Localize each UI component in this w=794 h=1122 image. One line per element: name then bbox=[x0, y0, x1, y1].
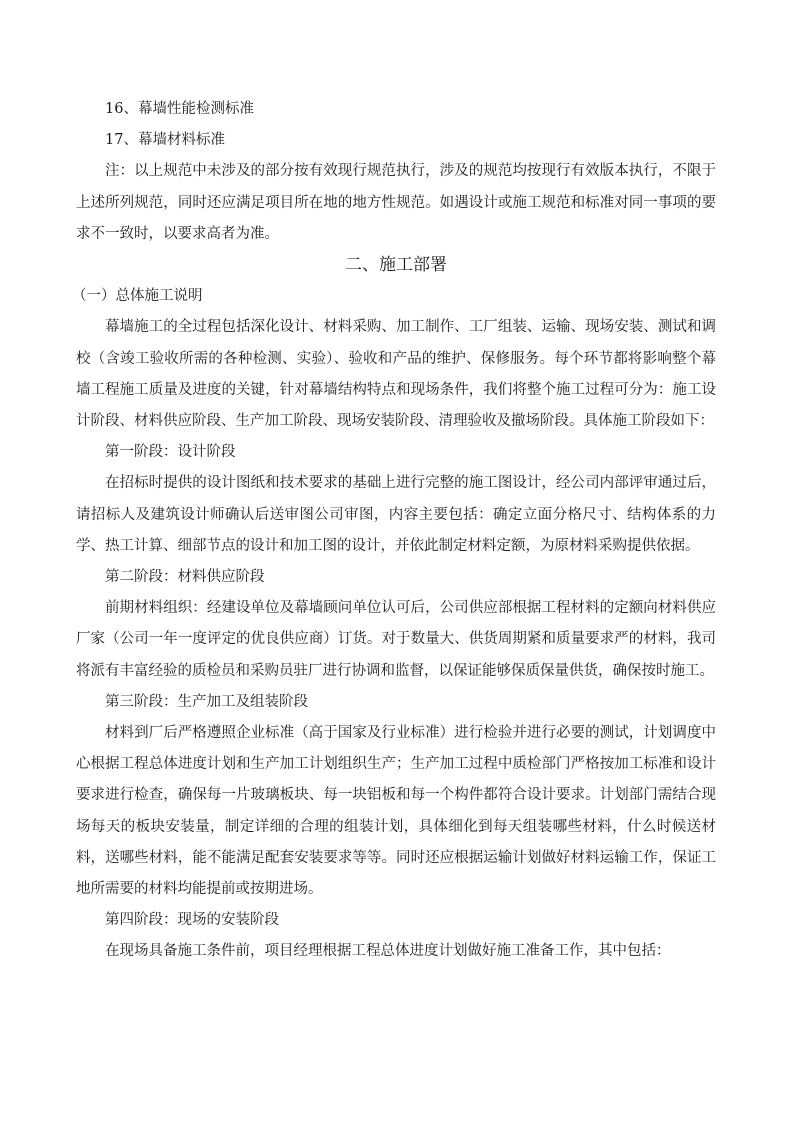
phase1-title: 第一阶段：设计阶段 bbox=[105, 444, 236, 461]
phase4-title: 第四阶段：现场的安装阶段 bbox=[105, 912, 279, 929]
document-page bbox=[72, 94, 716, 968]
subsection-title: （一）总体施工说明 bbox=[72, 288, 203, 305]
phase2-title: 第二阶段：材料供应阶段 bbox=[105, 569, 265, 586]
phase1-paragraph: 在招标时提供的设计图纸和技术要求的基础上进行完整的施工图设计，经公司内部评审通过后，请招标人及建筑设计师确认后送审图公司审图，内容主要包括：确定立面分格尺寸、结构体系的力学、热工计算、细部节点的设计和加工图的设计，并依此制定材料定额，为原材料采购提供依据。 bbox=[76, 475, 716, 554]
section-title: 二、施工部署 bbox=[345, 255, 447, 276]
list-item-16: 16、幕墙性能检测标准 bbox=[105, 101, 254, 117]
phase2-paragraph: 前期材料组织：经建设单位及幕墙顾问单位认可后，公司供应部根据工程材料的定额向材料供应厂家（公司一年一度评定的优良供应商）订货。对于数量大、供货周期紧和质量要求严的材料，我司将派有丰富经验的质检员和采购员驻厂进行协调和监督，以保证能够保质保量供货，确保按时施工。 bbox=[76, 600, 716, 679]
phase3-paragraph: 材料到厂后严格遵照企业标准（高于国家及行业标准）进行检验并进行必要的测试，计划调度中心根据工程总体进度计划和生产加工计划组织生产；生产加工过程中质检部门严格按加工标准和设计要求进行检查，确保每一片玻璃板块、每一块铝板和每一个构件都符合设计要求。计划部门需结合现场每天的板块安装量，制定详细的合理的组装计划，具体细化到每天组装哪些材料，什么时候送材料，送哪些材料，能不能满足配套安装要求等等。同时还应根据运输计划做好材料运输工作，保证工地所需要的材料均能提前或按期进场。 bbox=[76, 725, 716, 898]
note-paragraph: 注：以上规范中未涉及的部分按有效现行规范执行，涉及的规范均按现行有效版本执行，不限于上述所列规范，同时还应满足项目所在地的地方性规范。如遇设计或施工规范和标准对同一事项的要求不一致时，以要求高者为准。 bbox=[76, 163, 716, 242]
intro-paragraph: 幕墙施工的全过程包括深化设计、材料采购、加工制作、工厂组装、运输、现场安装、测试和调校（含竣工验收所需的各种检测、实验）、验收和产品的维护、保修服务。每个环节都将影响整个幕墙工程施工质量及进度的关键，针对幕墙结构特点和现场条件，我们将整个施工过程可分为：施工设计阶段、材料供应阶段、生产加工阶段、现场安装阶段、清理验收及撤场阶段。具体施工阶段如下： bbox=[76, 319, 716, 430]
phase3-title: 第三阶段：生产加工及组装阶段 bbox=[105, 693, 308, 710]
list-item-17: 17、幕墙材料标准 bbox=[105, 132, 225, 149]
phase4-paragraph: 在现场具备施工条件前，项目经理根据工程总体进度计划做好施工准备工作，其中包括： bbox=[105, 943, 671, 960]
